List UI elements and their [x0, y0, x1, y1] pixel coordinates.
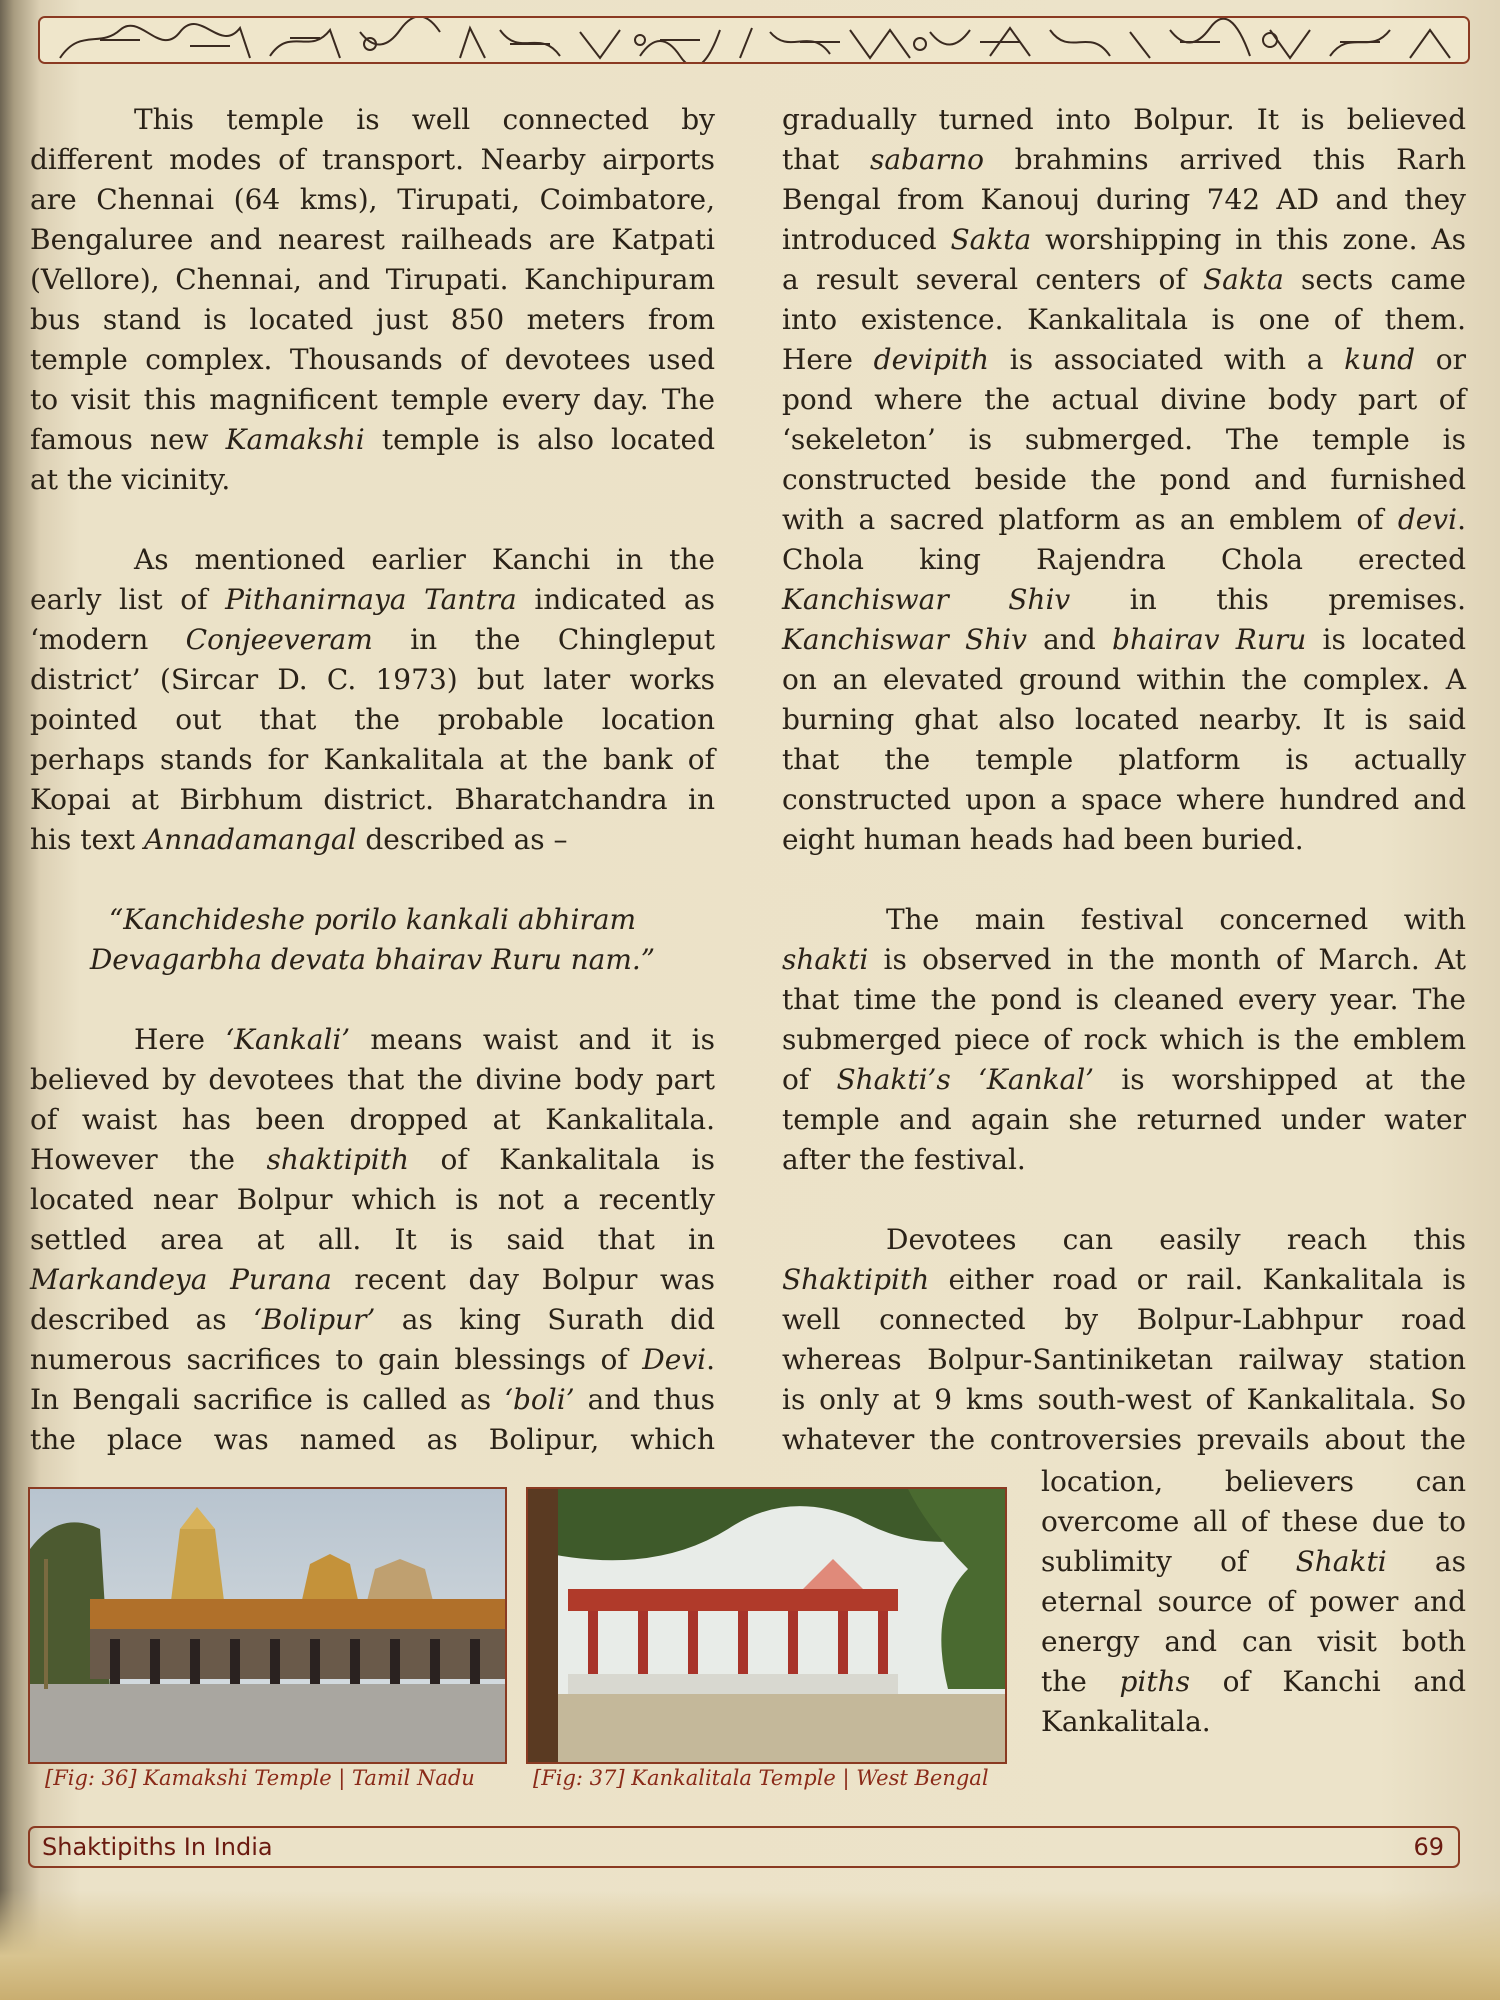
- left-text-column: [30, 100, 715, 1460]
- figure-kamakshi-temple-photo: [28, 1487, 507, 1764]
- paragraph-bolpur: gradually turned into Bolpur. It is believed that sabarno brahmins arrived this Rarh Bengal from Kanouj during 742 AD and they introduced Sakta worshipping in this zone. As a result several centers of Sakta sects came into existence. Kankalitala is one of them. Here devipith is associated with a kund or pond where the actual divine body part of ‘sekeleton’ is submerged. The temple is constructed beside the pond and furnished with a sacred platform as an emblem of devi. Chola king Rajendra Chola erected Kanchiswar Shiv in this premises. Kanchiswar Shiv and bhairav Ruru is located on an elevated ground within the complex. A burning ghat also located nearby. It is said that the temple platform is actually constructed upon a space where hundred and eight human heads had been buried.: [782, 103, 1467, 856]
- figure-kankalitala-temple-photo: [526, 1487, 1007, 1764]
- paragraph-kankali: Here ‘Kankali’ means waist and it is believed by devotees that the divine body part of waist has been dropped at Kankalitala. However the shaktipith of Kankalitala is located near Bolpur which is not a recently settled area at all. It is said that in Markandeya Purana recent day Bolpur was described as ‘Bolipur’ as king Surath did numerous sacrifices to gain blessings of Devi. In Bengali sacrifice is called as ‘boli’ and thus the place was named as Bolipur, which: [30, 1023, 716, 1456]
- figure-36-caption: [Fig: 36] Kamakshi Temple | Tamil Nadu: [45, 1766, 475, 1790]
- verse-quote: “Kanchideshe porilo kankali abhiram Devagarbha devata bhairav Ruru nam.”: [89, 903, 656, 976]
- page-edge-shadow: [0, 1890, 1500, 2000]
- page-number: 69: [1413, 1833, 1444, 1861]
- figure-37-caption: [Fig: 37] Kankalitala Temple | West Bengal: [533, 1766, 989, 1790]
- decorative-header-border: [38, 16, 1470, 64]
- wrapped-paragraph-tail: location, believers can overcome all of these due to sublimity of Shakti as eternal source of power and energy and can visit both the piths of Kanchi and Kankalitala.: [1041, 1465, 1466, 1738]
- paragraph-transport: This temple is well connected by different modes of transport. Nearby airports are Chennai (64 kms), Tirupati, Coimbatore, Bengaluree and nearest railheads are Katpati (Vellore), Chennai, and Tirupati. Kanchipuram bus stand is located just 850 meters from temple complex. Thousands of devotees used to visit this magnificent temple every day. The famous new Kamakshi temple is also located at the vicinity.: [30, 103, 715, 496]
- right-text-column: [782, 100, 1466, 1460]
- footer-bar: [28, 1826, 1460, 1868]
- running-footer-title: Shaktipiths In India: [42, 1833, 273, 1861]
- paragraph-kanchi-list: As mentioned earlier Kanchi in the early list of Pithanirnaya Tantra indicated as ‘modern Conjeeveram in the Chingleput district’ (Sircar D. C. 1973) but later works pointed out that the probable location perhaps stands for Kankalitala at the bank of Kopai at Birbhum district. Bharatchandra in his text Annadamangal described as –: [30, 543, 716, 856]
- paragraph-festival: The main festival concerned with shakti is observed in the month of March. At that time the pond is cleaned every year. The submerged piece of rock which is the emblem of Shakti’s ‘Kankal’ is worshipped at the temple and again she returned under water after the festival.: [782, 903, 1467, 1176]
- paragraph-reach: Devotees can easily reach this Shaktipith either road or rail. Kankalitala is well connected by Bolpur-Labhpur road whereas Bolpur-Santiniketan railway station is only at 9 kms south-west of Kankalitala. So whatever the controversies prevails about the: [782, 1223, 1466, 1456]
